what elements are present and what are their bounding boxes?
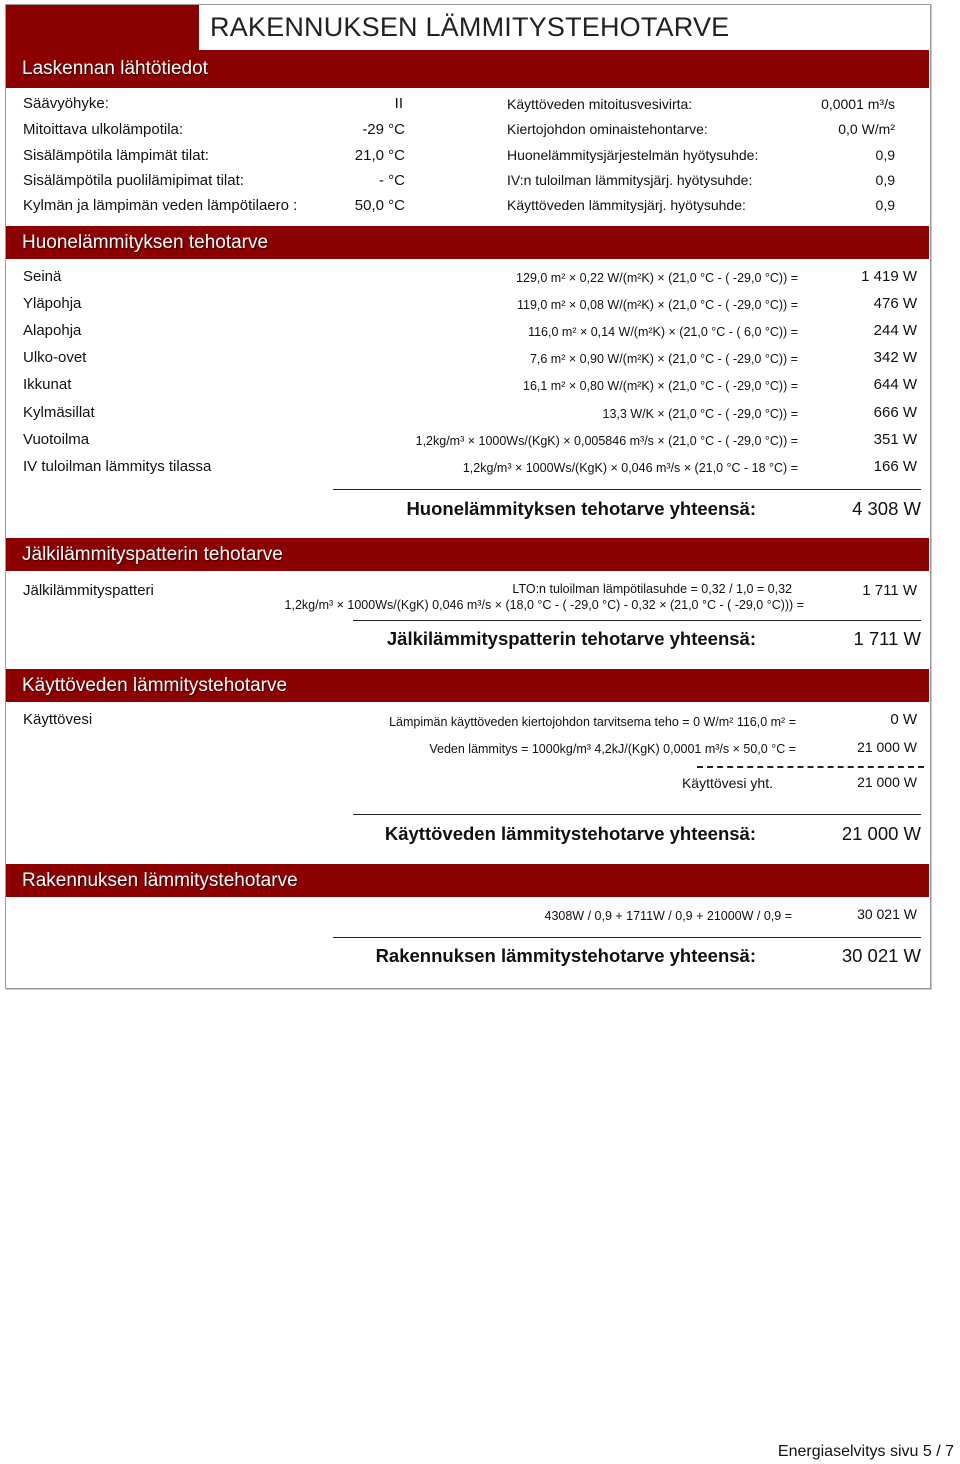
input-value: 0,0001 m³/s [821, 96, 895, 112]
row-formula: 129,0 m² × 0,22 W/(m²K) × (21,0 °C - ( -29,0 °C)) = [516, 271, 798, 285]
row-value: 666 W [873, 404, 917, 421]
section-header-kaytto: Käyttöveden lämmitystehotarve [6, 669, 929, 702]
section-header-huone: Huonelämmityksen tehotarve [6, 226, 929, 259]
jalki-total-value: 1 711 W [853, 628, 921, 649]
row-value: 1 419 W [861, 268, 917, 285]
input-label: Kylmän ja lämpimän veden lämpötilaero : [23, 197, 298, 214]
row-value: 644 W [873, 376, 917, 393]
kaytto-label: Käyttövesi [23, 711, 93, 728]
row-value: 166 W [873, 458, 917, 475]
input-label: Käyttöveden mitoitusvesivirta: [507, 96, 693, 112]
input-label: Huonelämmitysjärjestelmän hyötysuhde: [507, 147, 759, 163]
page-footer: Energiaselvitys sivu 5 / 7 [777, 1443, 954, 1460]
input-value: 0,9 [875, 172, 895, 188]
input-value: 0,9 [875, 197, 895, 213]
input-label: Mitoittava ulkolämpotila: [23, 121, 184, 138]
row-label: Alapohja [23, 322, 82, 339]
input-value: 21,0 °C [354, 147, 405, 164]
input-value: II [394, 95, 403, 112]
jalki-value: 1 711 W [862, 582, 917, 599]
page-title: RAKENNUKSEN LÄMMITYSTEHOTARVE [210, 12, 730, 42]
huone-total-value: 4 308 W [852, 498, 921, 519]
input-value: -29 °C [362, 121, 405, 138]
rakennus-total-value: 30 021 W [841, 945, 921, 966]
jalki-formula-1: LTO:n tuloilman lämpötilasuhde = 0,32 / 1,0 = 0,32 [512, 582, 792, 596]
jalki-formula-2: 1,2kg/m³ × 1000Ws/(KgK) 0,046 m³/s × (18,0 °C - ( -29,0 °C) - 0,32 × (21,0 °C - ( -29,0 °C))) = [284, 598, 804, 612]
row-formula: 13,3 W/K × (21,0 °C - ( -29,0 °C)) = [602, 407, 798, 421]
input-value: 50,0 °C [354, 197, 405, 214]
huone-total-label: Huonelämmityksen tehotarve yhteensä: [406, 498, 756, 519]
row-label: Yläpohja [23, 295, 82, 312]
row-label: Vuotoilma [23, 431, 90, 448]
row-value: 476 W [873, 295, 917, 312]
row-formula: 16,1 m² × 0,80 W/(m²K) × (21,0 °C - ( -29,0 °C)) = [523, 379, 798, 393]
kaytto-formula-1: Lämpimän käyttöveden kiertojohdon tarvitsema teho = 0 W/m² 116,0 m² = [389, 715, 796, 729]
kaytto-value-2: 21 000 W [857, 739, 917, 755]
kaytto-total-label: Käyttöveden lämmitystehotarve yhteensä: [384, 823, 756, 844]
total-divider [333, 937, 921, 938]
row-label: IV tuloilman lämmitys tilassa [23, 458, 212, 475]
subtotal-dashed-divider [697, 766, 924, 768]
kaytto-formula-2: Veden lämmitys = 1000kg/m³ 4,2kJ/(KgK) 0,0001 m³/s × 50,0 °C = [429, 742, 796, 756]
input-label: Käyttöveden lämmitysjärj. hyötysuhde: [507, 197, 746, 213]
row-formula: 7,6 m² × 0,90 W/(m²K) × (21,0 °C - ( -29,0 °C)) = [529, 352, 798, 366]
input-label: Säävyöhyke: [23, 95, 109, 112]
row-formula: 1,2kg/m³ × 1000Ws/(KgK) × 0,046 m³/s × (21,0 °C - 18 °C) = [462, 461, 798, 475]
jalki-total-label: Jälkilämmityspatterin tehotarve yhteensä: [386, 628, 756, 649]
row-label: Kylmäsillat [23, 404, 95, 421]
row-label: Ikkunat [23, 376, 72, 393]
input-value: 0,9 [875, 147, 895, 163]
row-formula: 119,0 m² × 0,08 W/(m²K) × (21,0 °C - ( -29,0 °C)) = [516, 298, 798, 312]
row-value: 244 W [873, 322, 917, 339]
row-formula: 116,0 m² × 0,14 W/(m²K) × (21,0 °C - ( 6,0 °C)) = [528, 325, 798, 339]
kaytto-value-1: 0 W [890, 711, 917, 728]
row-label: Seinä [23, 268, 62, 285]
jalki-label: Jälkilämmityspatteri [23, 582, 154, 599]
rakennus-total-label: Rakennuksen lämmitystehotarve yhteensä: [375, 945, 756, 966]
section-header-lahtotiedot: Laskennan lähtötiedot [22, 58, 208, 79]
rakennus-formula: 4308W / 0,9 + 1711W / 0,9 + 21000W / 0,9 = [544, 909, 792, 923]
input-label: Kiertojohdon ominaistehontarve: [507, 121, 708, 137]
input-label: Sisälämpötila puolilämipimat tilat: [23, 172, 244, 189]
input-value: 0,0 W/m² [838, 121, 895, 137]
input-label: IV:n tuloilman lämmitysjärj. hyötysuhde: [507, 172, 753, 188]
row-value: 351 W [873, 431, 917, 448]
input-label: Sisälämpötila lämpimät tilat: [23, 147, 209, 164]
section-header-rakennus: Rakennuksen lämmitystehotarve [6, 864, 929, 897]
kaytto-subtotal-label: Käyttövesi yht. [681, 775, 773, 791]
kaytto-total-value: 21 000 W [841, 823, 921, 844]
row-value: 342 W [873, 349, 917, 366]
row-label: Ulko-ovet [23, 349, 87, 366]
kaytto-subtotal-value: 21 000 W [857, 774, 917, 790]
total-divider [353, 620, 921, 621]
total-divider [333, 489, 921, 490]
total-divider [353, 814, 921, 815]
input-value: - °C [379, 172, 405, 189]
rakennus-value: 30 021 W [857, 906, 917, 922]
section-header-jalki: Jälkilämmityspatterin tehotarve [6, 538, 929, 571]
row-formula: 1,2kg/m³ × 1000Ws/(KgK) × 0,005846 m³/s × (21,0 °C - ( -29,0 °C)) = [415, 434, 798, 448]
